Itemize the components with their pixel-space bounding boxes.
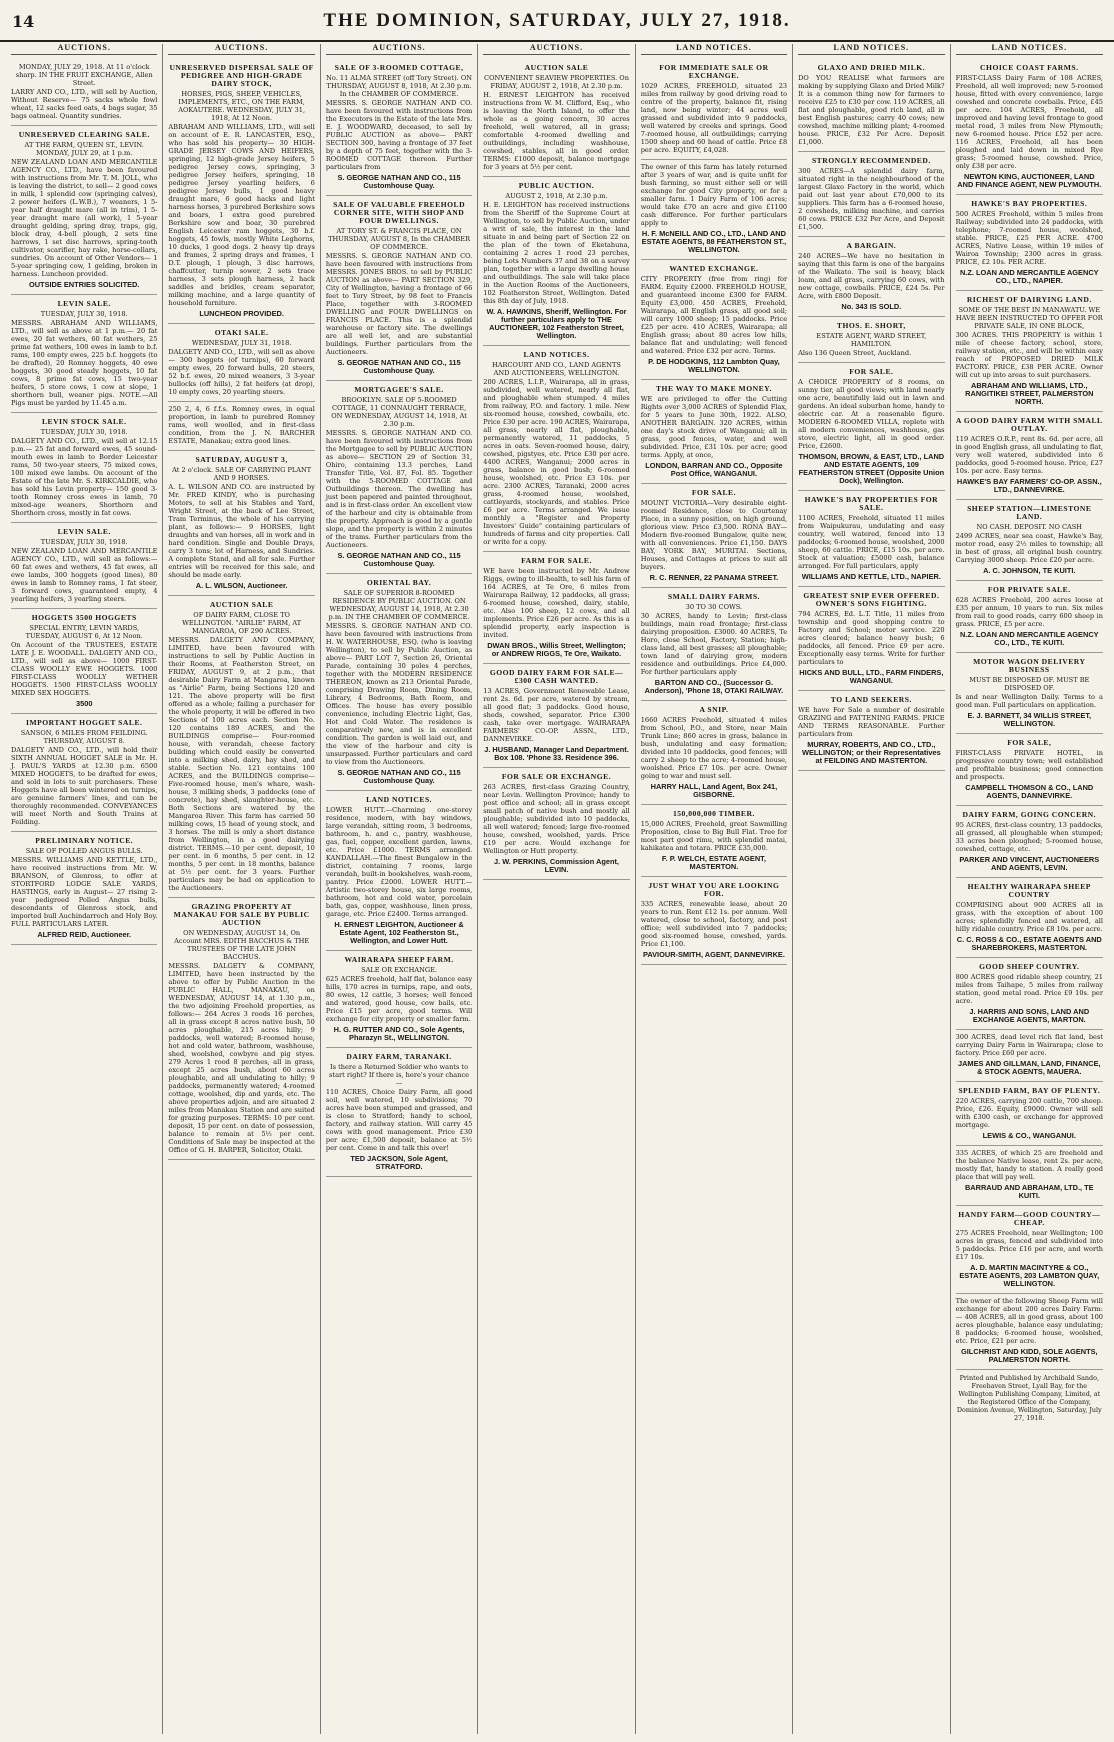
ad-subtitle: AT THE FARM, QUEEN ST., LEVIN. MONDAY, JULY 29, at 1 p.m. [24,141,144,157]
ad-subtitle: WEDNESDAY, JULY 31, 1918. [191,339,292,347]
ad-title: CHOICE COAST FARMS. [980,63,1079,72]
classified-ad [326,951,472,1048]
ad-body: 1029 ACRES, FREEHOLD, situated 23 miles from railway by good driving road to centre of the property, balance fit, rising land, now being winter; 44 acres well grassed and subdivided into 9 paddocks, well watered by creeks and springs. Good 7-roomed house, all outbuildings; carrying 1500 sheep and 60 head of cattle. Price £8 per acre. EQUITY, £4,028. [640,82,788,154]
classified-ad [641,380,787,484]
ad-title: RICHEST OF DAIRYING LAND. [966,295,1092,304]
classified-ad [11,609,157,714]
ad-signature: A. D. MARTIN MACINTYRE & CO., ESTATE AGENTS, 203 LAMBTON QUAY, WELLINGTON. [959,1263,1100,1288]
ad-body: The owner of the following Sheep Farm will exchange for about 200 acres Dairy Farm:— 408 ACRES, all in good grass, about 100 acres ploughable, balance easy undulating; 8 paddocks; 6-roomed house, woolshed, etc. Price, £21 per acre. [955,1297,1103,1345]
ad-signature: P. DE HODGKINS, 112 Lambton Quay, WELLINGTON. [648,357,780,374]
ad-signature: S. GEORGE NATHAN AND CO., 115 Customhouse Quay. [337,551,461,568]
ad-title: FOR IMMEDIATE SALE OR EXCHANGE. [659,63,769,80]
ad-title: HEALTHY WAIRARAPA SHEEP COUNTRY [967,882,1091,899]
ad-body: 275 ACRES Freehold, near Wellington; 100 acres in grass, fenced and subdivided into 5 paddocks. Price £16 per acre, and worth £17 10s. [955,1229,1103,1261]
ad-body: H. E. LEIGHTON has received instructions from the Sheriff of the Supreme Court at Wellington, to sell by Public Auction, under a writ of sale, the interest in the land situate in and being part of Section 22 on the plan of the town of Eketahuna, containing 2 acres 1 rood 23 perches, being Lots Numbers 37 and 38 on a survey plan, together with a large dwelling house and outbuildings. The sale will take place in the Auction Rooms of the Auctioneers, 102 Featherston Street, Wellington. Dated this 8th day of July, 1918. [483,201,630,305]
classified-ad [956,1146,1103,1206]
classified-ad [956,958,1103,1030]
classified-ad [956,734,1103,806]
ad-signature: DWAN BROS., Willis Street, Wellington; or ANDREW RIGGS, Te Ore, Waikato. [487,641,626,658]
ad-signature: E. J. BARNETT, 34 WILLIS STREET, WELLINGTON. [967,711,1092,728]
ad-body: A. L. WILSON AND CO. are instructed by Mr. FRED KINDY, who is purchasing Motors, to sell at his Stables and Yard, Wright Street, at the back of Lee Street, Tram Terminus, the whole of his carrying plant, as follows:— 9 HORSES, light draughts and van horses, all in work and in hard condition. Single and Double Drays, carry 3 tons; lot of Harness, and Sundries. A complete Stand, and all for sale. Further entries will be received for this sale, and should be made early. [168,483,315,579]
ad-body: MESSRS. S. GEORGE NATHAN AND CO. have been favoured with instructions from H. W. WATERHOUSE, ESQ. (who is leaving Wellington), to sell by Public Auction, as above— PART LOT 7, Section 26, Oriental Parade, containing 30 poles 4 perches, together with the MODERN RESIDENCE THEREON, known as 213 Oriental Parade, comprising Drawing Room, Dining Room, Library, 4 Bedrooms, Bath Room, and Offices. The house has every possible convenience, including Electric Light, Gas, Hot and Cold Water. The residence is comparatively new, and is in excellent condition. The garden is well laid out, and the view of the harbour and city is unsurpassed. Further particulars and card to view from the Auctioneers. [325,622,473,766]
classified-ad [798,152,944,237]
ad-signature: 3500 [75,699,93,708]
ad-title: A BARGAIN. [846,241,897,250]
ad-title: GOOD SHEEP COUNTRY. [979,962,1080,971]
ad-body: LOWER HUTT.—Charming one-storey residence, modern, with bay windows, large verandah, sitting room, 3 bedrooms, bathroom, h. and c., pantry, washhouse, gas, fuel, copper, excellent garden, lawns, etc. Price £1000. TERMS arranged. KANDALLAH.—The finest Bungalow in the district, containing 7 rooms, large verandah, built-in bookshelves, wash-room, pantry. Price £2000. LOWER HUTT.—Artistic two-storey house, six large rooms, bathroom, hot and cold water, porcelain bath, gas, copper, washhouse, linen press, garage, etc. Price £2400. Terms arranged. [325,806,473,918]
ad-subtitle: SOME OF THE BEST IN MANAWATU. WE HAVE BEEN INSTRUCTED TO OFFER FOR PRIVATE SALE, IN ONE BLOCK, [955,306,1103,330]
classified-ad [483,664,629,768]
ad-body: DALGETY AND CO., LTD., will hold their SIXTH ANNUAL HOGGET SALE in Mr. H. J. PAUL'S YARDS at 12.30 p.m. 6500 MIXED HOGGETS, to be drafted for ewes, and sold in lots to suit purchasers. These Hoggets have all been wintered on turnips, are genuine farmers' lines, and can be thoroughly recommended. CONVEYANCES will meet North and South Trains at Feilding. [11,746,158,826]
classified-ad [326,574,472,791]
ad-subtitle: 30 TO 30 COWS. [685,603,743,611]
classified-ad [798,491,944,587]
ad-signature: PAVIOUR-SMITH, AGENT, DANNEVIRKE. [642,950,785,959]
ad-title: HANDY FARM—GOOD COUNTRY—CHEAP. [958,1210,1101,1227]
ad-body: COMPRISING about 900 ACRES all in grass, with the exception of about 100 acres; splendidly fenced and watered, all hilly ridable country. Price £8 10s. per acre. [955,901,1103,933]
ad-title: LEVIN SALE. [57,527,111,536]
ad-body: WE have For Sale a number of desirable GRAZING and FATTENING FARMS. PRICE AND TERMS REASONABLE. Further particulars from [798,706,945,738]
ad-signature: ABRAHAM AND WILLIAMS, LTD., RANGITIKEI STREET, PALMERSTON NORTH. [965,381,1094,406]
ad-body: Also 136 Queen Street, Auckland. [798,349,912,357]
ad-body: NEW ZEALAND LOAN AND MERCANTILE AGENCY CO., LTD., will sell as follows:— 60 fat ewes and wethers, 45 fat ewes, all ewe lambs, 300 hoggets (good lines), 80 ewes in lamb to Romney rams, 1 fat steer, 3 forward cows, guaranteed empty, 4 yearling heifers, 3 yearling steers. [11,547,158,603]
ad-body: 300 ACRES—A splendid dairy farm, situated right in the neighbourhood of the largest Glaxo Factory in the world, which paid out last year about £70,000 to its suppliers. This farm has a 6-roomed house, 2 cowsheds, milking machine, and carries 60 cows. PRICE £32 Per Acre, and Deposit £1,500. [798,167,945,231]
ad-subtitle: Is there a Returned Soldier who wants to start right? If there is, here's your chance— [329,1063,470,1087]
ad-signature: JAMES AND GILLMAN, LAND, FINANCE, & STOCK AGENTS, MAUERA. [957,1059,1101,1076]
ad-signature: PARKER AND VINCENT, AUCTIONEERS AND AGENTS, LEVIN. [959,855,1100,872]
ad-signature: BARTON AND CO., (Successor G. Anderson), 'Phone 18, OTAKI RAILWAY. [644,678,784,695]
ad-body: 300 ACRES, dead level rich flat land, best carrying Dairy Farm in Wairarapa; close to factory. Price £60 per acre. [955,1033,1103,1057]
ad-title: GRAZING PROPERTY AT MANAKAU FOR SALE BY PUBLIC AUCTION [173,902,310,927]
column-3 [321,44,478,1734]
ad-title: ORIENTAL BAY. [366,578,432,587]
ad-title: TO LAND SEEKERS. [830,695,912,704]
ad-title: LEVIN STOCK SALE. [41,417,127,426]
ad-body: LARRY AND CO., LTD., will sell by Auction, Without Reserve— 75 sacks whole fowl wheat, 12 sacks feed oats, 4 bags sugar, 35 bags oatmeal. Quantity sundries. [11,88,158,120]
column-1 [6,44,163,1734]
ad-signature: C. C. ROSS & CO., ESTATE AGENTS AND SHAREBROKERS, MASTERTON. [956,935,1102,952]
ad-signature: No. 343 IS SOLD. [841,302,902,311]
classified-ad [641,160,787,260]
ad-signature: H. G. RUTTER AND CO., Sole Agents, Pharazyn St., WELLINGTON. [333,1025,465,1042]
ad-title: AUCTION SALE [524,63,589,72]
ad-body: 110 ACRES, Choice Dairy Farm, all good soil, well watered, 10 subdivisions; 70 acres have been stumped and grassed, and is close to Stratford; handy to school, factory, and railway station. Will carry 45 cows with good management. Price £30 per acre; £1,500 deposit, balance at 5½ per cent. Come in and talk this over! [325,1088,473,1152]
ad-title: FOR PRIVATE SALE. [987,585,1071,594]
ad-body: 625 ACRES freehold, half flat, balance easy hills, 170 acres in turnips, rape, and oats, 80 ewes, 12 cattle, 3 horses; well fenced and watered, good house, cow bails, etc. Price £15 per acre, good terms. Will exchange for city property or smaller farm. [325,975,473,1023]
ad-signature: ALFRED REID, Auctioneer. [37,930,132,939]
classified-ad [641,260,787,380]
columns-container [6,44,1108,1734]
column-heading: AUCTIONS. [168,44,314,55]
classified-ad [483,768,629,880]
ad-body: MESSRS. S. GEORGE NATHAN AND CO. have been favoured with instructions from MESSRS. JONES BROS. to sell by PUBLIC AUCTION as above— PART SECTION 329, City of Wellington, having a frontage of 66 feet to Tory Street, by 98 feet to Francis Place, together with 3-ROOMED DWELLING and FOUR DWELLINGS on FRANCIS PLACE. This is a splendid warehouse or factory site. The dwellings are all well let, and are substantial buildings. Further particulars from the Auctioneers. [325,252,473,356]
ad-body: 240 ACRES—We have no hesitation in saying that this farm is one of the bargains of the Waikato. The soil is heavy, black loam, and all grass, carrying 60 cows, with new cottage, cowbails. PRICE, £24 5s. Per Acre, with £800 Deposit. [798,252,945,300]
classified-ad [956,653,1103,734]
ad-title: FOR SALE OR EXCHANGE. [501,772,612,781]
ad-subtitle: SALE OF POLLED ANGUS BULLS. [25,847,143,855]
ad-body: H. ERNEST LEIGHTON has received instructions from W. M. Clifford, Esq., who is leaving the North Island, to offer the whole as a going concern, 30 acres freehold, well watered, all in grass; comfortable 4-roomed dwelling and outbuildings, including washhouse, cowshed, stables, all in good order. TERMS: £1000 deposit, balance mortgage for 3 years at 5½ per cent. [483,91,630,171]
ad-signature: H. F. McNEILL AND CO., LTD., LAND AND ESTATE AGENTS, 88 FEATHERSTON ST., WELLINGTON. [641,229,787,254]
column-7 [951,44,1108,1734]
ad-subtitle: MUST BE DISPOSED OF. MUST BE DISPOSED OF. [969,676,1090,692]
ad-signature: LUNCHEON PROVIDED. [199,309,284,318]
ad-title: THOS. E. SHORT, [836,321,906,330]
classified-ad [956,291,1103,412]
classified-ad [956,581,1103,653]
classified-ad [11,832,157,945]
classified-ad [483,59,629,177]
ad-title: MOTOR WAGON DELIVERY BUSINESS [973,657,1086,674]
ad-signature: LEWIS & CO., WANGANUI. [982,1131,1076,1140]
printer-imprint: Printed and Published by Archibald Sando, Freehaven Street, Lyall Bay, for the Wellington Publishing Company, Limited, at the Registered Office of the Company, Dominion Avenue, Wellington, Saturday, July 27, 1918. [956,1374,1102,1422]
ad-body: 1100 ACRES, Freehold, situated 11 miles from Waipukurau, undulating and easy country, well watered, fenced into 13 paddocks; 6-roomed house, woolshed, 2000 sheep, 60 cattle. PRICE, £15 10s. per acre. Stock at valuation; £5000 cash, balance arranged. For full particulars, apply [798,514,945,570]
ad-body: NEW ZEALAND LOAN AND MERCANTILE AGENCY CO., LTD., have been favoured with instructions from Mr. T. M. JOLL, who is leaving the district, to sell— 2 good cows in milk, 1 splendid cow (springing calves), 2 power heifers (L.W.B.), 7 weaners, 1 5-year half draught mare (all in trim), 1 5-year draught mare (all work), 1 5-year draught gelding, spring dray, traps, gig, block dray, 4-bell plough, 2 sets tine harrows, 1 set disc harrows, spring-tooth cultivator, scarifier, hay rake, horse-collars, sundries. On account of Other Vendors— 1 5-year springing cow, 1 gelding, broken in harness. Luncheon provided. [11,158,158,278]
classified-ad [798,237,944,317]
ad-title: UNRESERVED CLEARING SALE. [18,130,150,139]
ad-body: WE have been instructed by Mr. Andrew Riggs, owing to ill-health, to sell his farm of 164 ACRES, at Te Ore, 6 miles from Wairarapa Railway, 12 paddocks, all grass; 6-roomed house, cowshed, dairy, stable, etc. Also 100 sheep, 12 cows, and all implements. Price £26 per acre. As this is a splendid property, early inspection is invited. [483,567,630,639]
ad-title: FARM FOR SALE. [521,556,592,565]
ad-body: A CHOICE PROPERTY of 8 rooms, on sunny tier, all good views; with land nearly one acre, beautifully laid out in lawn and gardens. An ideal suburban home, handy to electric car. At a reasonable figure. MODERN 6-ROOMED VILLA, replete with all modern conveniences, washhouse, gas stove, electric light, all in good order. Price, £2600. [798,378,945,450]
ad-title: A SNIP. [699,705,729,714]
ad-body: 2499 ACRES, near sea coast, Hawke's Bay, motor road, easy 2½ miles to township; all in best of grass, all original bush country. Carrying 3000 sheep. Price £20 per acre. [955,532,1103,564]
ad-title: DAIRY FARM, GOING CONCERN. [962,810,1097,819]
classified-ad [483,346,629,552]
ad-signature: HARRY HALL, Land Agent, Box 241, GISBORNE. [650,782,778,799]
column-5 [636,44,793,1734]
ad-signature: NEWTON KING, AUCTIONEER, LAND AND FINANCE AGENT, NEW PLYMOUTH. [957,172,1102,189]
ad-signature: W. A. HAWKINS, Sheriff, Wellington. For further particulars apply to THE AUCTIONEER, 102 Featherston Street, Wellington. [486,307,627,340]
ad-title: 150,000,000 TIMBER. [672,809,755,818]
ad-signature: TED JACKSON, Sole Agent, STRATFORD. [350,1154,448,1171]
classified-ad [11,523,157,609]
ad-subtitle: AT TORY ST. & FRANCIS PLACE, ON THURSDAY, AUGUST 8, In the CHAMBER OF COMMERCE. [328,227,471,251]
ad-signature: OUTSIDE ENTRIES SOLICITED. [28,280,140,289]
ad-title: LEVIN SALE. [57,299,111,308]
ad-title: PRELIMINARY NOTICE. [35,836,134,845]
classified-ad [956,1206,1103,1294]
ad-title: MORTGAGEE'S SALE. [354,385,444,394]
ad-title: SMALL DAIRY FARMS. [667,592,760,601]
classified-ad [956,59,1103,195]
ad-body: MESSRS. WILLIAMS AND KETTLE, LTD., have received instructions from Mr. W. BRANSON, of Glenross, to offer at STORTFORD LODGE SALE YARDS, HASTINGS, early in August— 27 rising 2-year pedigreed Polled Angus bulls, descendants of Glenross stock, and imported bull Auchindarroch and Holy Boy. FULL PARTICULARS LATER. [11,856,158,928]
ad-title: HOGGETS 3500 HOGGETS [31,613,137,622]
ad-subtitle: NO CASH. DEPOSIT. NO CASH [976,523,1083,531]
classified-ad [326,791,472,951]
ad-signature: R. C. RENNER, 22 PANAMA STREET. [649,573,779,582]
ad-body: FIRST-CLASS Dairy Farm of 108 ACRES, Freehold, all well improved; new 5-roomed house, fitted with every convenience, large cowshed and concrete cowbails. Price, £45 per acre. 104 ACRES, Freehold, all improved and having level frontage to good metal road, 3 miles from New Plymouth; new 6-roomed house. Price £52 per acre. 116 ACRES, Freehold, all has been ploughed and laid down in mixed Rye grass; 5-roomed house, cowshed. Price, only £38 per acre. [955,74,1103,170]
ad-body: 250 2, 4, 6 f.f.s. Romney ewes, in equal proportion, in lamb to purebred Romney rams, well woolled, and in first-class condition, from the J. N. BARCHER ESTATE, Manakau; extra good lines. [168,405,315,445]
ad-body: 15,000 ACRES, Freehold, great Sawmilling Proposition, close to Big Bull Flat. Tree for most part good rimu, with splendid matai, kahikatea and totara. PRICE £35,000. [640,820,788,852]
classified-ad [168,596,314,898]
ad-body: 794 ACRES, Ed. L.T. Title, 11 miles from township and good shopping centre to Factory and School; motor service. 220 acres cleared; balance heavy bush; 6 paddocks, all fenced. Price £9 per acre. Exceptionally easy terms. Write for further particulars to [798,610,945,666]
classified-ad [326,59,472,196]
ad-subtitle: ON WEDNESDAY, AUGUST 14, On Account MRS. EDITH BACCHUS & THE TRUSTEES OF THE LATE JOHN BACCHUS. [174,929,310,961]
ad-signature: N.Z. LOAN AND MERCANTILE AGENCY CO., LTD., TE KUITI. [959,630,1099,647]
classified-ad [956,412,1103,500]
ad-title: SALE OF VALUABLE FREEHOLD CORNER SITE, WITH SHOP AND FOUR DWELLINGS. [333,200,466,225]
newspaper-title: THE DOMINION, SATURDAY, JULY 27, 1918. [323,10,791,31]
classified-ad [798,363,944,491]
classified-ad [641,59,787,160]
ad-signature: WILLIAMS AND KETTLE, LTD., NAPIER. [801,572,941,581]
ad-body: 200 ACRES, L.I.P., Wairarapa, all in grass, subdivided, well watered, nearly all flat, and ploughable when stumped. 4 miles from railway, P.O. and factory. 1 mile. New six-roomed house, cowshed, cowbails, etc. Price £30 per acre. 190 ACRES, Wairarapa, all grass, nearly all flat, ploughable, permanently watered, 11 paddocks, 5 acres in oats. Seven-roomed house, dairy, cowshed, pigstyes, etc. Price £30 per acre. 4400 ACRES, Wanganui; 2000 acres in grass, balance in good bush; 6-roomed house, woolshed, etc. Price £3 10s. per acre. 2300 ACRES, Taranaki, 2000 acres grass, 4-roomed house, woolshed, cattleyards, stockyards, and stables. Price £6 per acre. Terms arranged. We issue monthly a "Register and Property Investors' Guide" containing particulars of hundreds of farms and city properties. Call or write for a copy. [483,378,630,546]
column-2 [163,44,320,1734]
ad-title: FOR SALE, [1007,738,1052,747]
column-heading: AUCTIONS. [11,44,157,55]
classified-ad [168,324,314,402]
ad-subtitle: SALE OR EXCHANGE. [361,966,438,974]
classified-ad [168,451,314,596]
ad-title: PUBLIC AUCTION. [518,181,595,190]
ad-title: GREATEST SNIP EVER OFFERED. OWNER'S SONS FIGHTING. [803,591,940,608]
ad-signature: GILCHRIST AND KIDD, SOLE AGENTS, PALMERSTON NORTH. [960,1347,1098,1364]
ad-subtitle: ESTATE AGENT, WARD STREET, HAMILTON. [816,332,927,348]
ad-title: IMPORTANT HOGGET SALE. [25,718,143,727]
ad-signature: J. HUSBAND, Manager Land Department. Box 108. 'Phone 33. Residence 396. [484,745,629,762]
ad-body: WE are privileged to offer the Cutting Rights over 3,000 ACRES of Splendid Flax, for 5 years to June 30th, 1922. ALSO, ANOTHER BARGAIN. 320 ACRES, within one day's stock drive of Wanganui; all in grass, good fences, water, and well subdivided. Price, £31 10s. per acre; good terms. Apply, at once, [640,395,788,459]
classified-ad [326,381,472,574]
ad-body: FIRST-CLASS PRIVATE HOTEL, in progressive country town; well established and profitable business; good connection and prospects. [955,749,1103,781]
classified-ad [956,1294,1103,1370]
ad-subtitle: OF DAIRY FARM, CLOSE TO WELLINGTON. "AIRLIE" FARM, AT MANGAROA, OF 290 ACRES. [182,611,302,635]
ad-body: 220 ACRES, carrying 200 cattle, 700 sheep. Price, £26. Equity, £9000. Owner will sell with £300 cash, or exchange for approved mortgage. [955,1097,1103,1129]
ad-body: DALGETY AND CO., LTD., will sell at 12.15 p.m.— 25 fat and forward ewes, 45 sound-mouth ewes in lamb to Border Leicester rams, 50 two-year steers, 75 mixed cows, 100 mixed ewe lambs. On account of the Estate of the late Mr. S. KIRKCALDIE, who has sold his Levin property— 150 good 3-tooth Romney cross ewes in lamb, 70 mixed-age weaners, Shorthorn and Shorthorn cross, mostly in fat cows. [11,437,158,517]
ad-signature: J. HARRIS AND SONS, LAND AND EXCHANGE AGENTS, MARTON. [969,1007,1090,1024]
masthead [0,0,1114,42]
ad-title: JUST WHAT YOU ARE LOOKING FOR. [648,881,780,898]
classified-ad [956,806,1103,878]
ad-body: MOUNT VICTORIA—Very desirable eight-roomed Residence, close to Courtenay Place, in a sunny position, on high ground, glorious view. Price £3,500. RONA BAY—Modern five-roomed Bungalow, quite new, with all conveniences. Price £1,150. DAYS BAY, YORK BAY, MURITAI. Sections, Houses, and Cottages at prices to suit all buyers. [640,499,788,571]
classified-ad [956,195,1103,291]
ad-title: SALE OF 3-ROOMED COTTAGE, [334,63,464,72]
ad-body: 335 ACRES, renewable lease, about 20 years to run. Rent £12 1s. per annum. Well watered, close to school, factory, and post office; well subdivided into 7 paddocks; good six-roomed house, cowshed, yards. Price £1,100. [640,900,788,948]
ad-body: On Account of the TRUSTEES, ESTATE LATE J. E. WOODALL. DALGETY AND CO., LTD., will sell as above— 1000 FIRST-CLASS WOOLLY EWE HOGGETS. 1000 FIRST-CLASS WOOLLY WETHER HOGGETS. 1500 FIRST-CLASS WOOLLY MIXED SEX HOGGETS. [11,641,158,697]
ad-signature: F. P. WELCH, ESTATE AGENT, MASTERTON. [661,854,766,871]
ad-signature: LONDON, BARRAN AND CO., Opposite Post Office, WANGANUI. [645,461,783,478]
classified-ad [168,402,314,451]
ad-title: SATURDAY, AUGUST 3, [195,455,288,464]
column-heading: AUCTIONS. [483,44,629,55]
ad-title: SPLENDID FARM, BAY OF PLENTY. [958,1086,1101,1095]
ad-body: MESSRS. DALGETY AND COMPANY, LIMITED, have been favoured with instructions to sell by Public Auction in their Rooms, at Featherston Street, on FRIDAY, AUGUST 9, at 2 p.m., that desirable Dairy Farm at Mangaroa, known as "Airlie" Farm, being Sections 120 and 121. The above property will be first offered as a whole; failing a purchaser for the whole property, it will be offered in two Sections of 100 acres each. Section No. 120 contains 189 ACRES, and the BUILDINGS comprise— Four-roomed house, with verandah, cheese factory building which could easily be converted into a milking shed, dairy, hay shed, and stable. Section No. 121 contains 100 ACRES, and the BUILDINGS comprise— Five-roomed house, men's whare, wash-house, 3 milking sheds, 3 paddocks (one of concrete), hay shed, slaughter-house, etc. Both Sections are watered by the Mangaroa River. This farm has carried 50 milking cows, 15 head of young stock, and 3 horses. The mill is only a short distance from Wellington, in a good dairying district. TERMS.—10 per cent. deposit, 10 per cent. in 6 months, 5 per cent. in 12 months, 5 per cent. in 18 months, balance at 5½ per cent. for 3 years. Further particulars may be had on application to the Auctioneers. [168,636,315,892]
ad-subtitle: No. 11 ALMA STREET (off Tory Street). ON THURSDAY, AUGUST 8, 1918, At 2.30 p.m. In the CHAMBER OF COMMERCE. [326,74,473,98]
ad-body: 300 ACRES. THIS PROPERTY is within 1 mile of cheese factory, school, store, railway station, etc., and will be within easy reach of PROPOSED DRIED MILK FACTORY. PRICE, £38 PER ACRE. Owner will cut up into areas to suit purchasers. [955,331,1103,379]
ad-body: MESSRS. S. GEORGE NATHAN AND CO. have been favoured with instructions from the Executors in the Estate of the late Mrs. E. J. WOODWARD, deceased, to sell by PUBLIC AUCTION as above— PART SECTION 300, having a frontage of 37 feet by a depth of 75 feet, together with the 3-ROOMED COTTAGE thereon. Further particulars from [325,99,473,171]
ad-title: STRONGLY RECOMMENDED. [811,156,931,165]
ad-body: 95 ACRES, first-class country, 13 paddocks, all grassed, all ploughable when stumped; 33 acres been ploughed; 5-roomed house, cowshed, cottage, etc. [955,821,1103,853]
classified-ad [798,587,944,691]
ad-title: AUCTION SALE [209,600,274,609]
ad-title: HAWKE'S BAY PROPERTIES. [971,199,1088,208]
column-heading: LAND NOTICES. [956,44,1103,55]
ad-subtitle: AUGUST 2, 1918, At 2.30 p.m. [505,192,608,200]
ad-title: A GOOD DAIRY FARM WITH SMALL OUTLAY. [955,416,1103,433]
ad-subtitle: HORSES, PIGS, SHEEP, VEHICLES, IMPLEMENTS, ETC., ON THE FARM, AOKAUTERE. WEDNESDAY, JULY 31, 1918, At 12 Noon. [178,90,306,122]
ad-subtitle: At 2 o'clock. SALE OF CARRYING PLANT AND 9 HORSES. [172,466,312,482]
classified-ad [11,59,157,126]
ad-signature: H. ERNEST LEIGHTON, Auctioneer & Estate Agent, 102 Featherston St., Wellington, and Lower Hutt. [334,920,464,945]
column-heading: LAND NOTICES. [641,44,787,55]
classified-ad [483,177,629,346]
classified-ad [641,588,787,701]
ad-title: LAND NOTICES. [523,350,590,359]
column-4 [478,44,635,1734]
classified-ad [956,500,1103,581]
ad-title: THE WAY TO MAKE MONEY. [655,384,772,393]
ad-signature: BARRAUD AND ABRAHAM, LTD., TE KUITI. [964,1183,1094,1200]
classified-ad [798,691,944,771]
classified-ad [798,317,944,363]
ad-title: GLAXO AND DRIED MILK. [817,63,926,72]
ad-subtitle: TUESDAY, JULY 30, 1918. [40,310,128,318]
ad-body: 13 ACRES, Government Renewable Lease, rent 2s. 6d. per acre, watered by stream, all good flat; 3 paddocks. Good house, sheds, cowshed, separator. Price £300 cash, take over mortgage. WAIRARAPA FARMERS' CO-OP. ASSN., LTD., DANNEVIRKE. [483,687,630,743]
ad-body: MESSRS. DALGETY & COMPANY, LIMITED, have been instructed by the above to offer by Public Auction in the PUBLIC HALL, MANAKAU, on WEDNESDAY, AUGUST 14, at 1.30 p.m., the two adjoining Freehold properties, as follows:— 264 Acres 3 roods 16 perches, all in grass except 8 acres native bush, 50 acres ploughable, 215 acres hilly; 9 paddocks, well watered; 8-roomed house, hot and cold water, bathroom, washhouse, shed, woolshed, cowbyre and pig styes. 279 Acres 1 rood 8 perches, all in grass, except 25 acres bush, about 60 acres ploughable, and all undulating to hilly; 9 paddocks, permanently watered; 4-roomed cottage, woolshed, dip and yards, etc. The above properties adjoin, and are situated 2 miles from Manakau Station and are suited for grazing purposes. TERMS: 10 per cent. deposit, 15 per cent. on date of possession, balance to remain at 5½ per cent. Conditions of Sale may be inspected at the Office of G. H. BARPER, Solicitor, Otaki. [168,962,315,1154]
ad-signature: THOMSON, BROWN, & EAST, LTD., LAND AND ESTATE AGENTS, 109 FEATHERSTON STREET (Opposite Union Dock), Wellington. [798,452,945,485]
ad-signature: J. W. PERKINS, Commission Agent, LEVIN. [494,857,619,874]
ad-body: 1660 ACRES Freehold, situated 4 miles from School, P.O., and Store, near Main Trunk Line; 860 acres in grass, balance in bush, undulating and easy formation; divided into 10 paddocks, good fences; will carry 2 sheep to the acre; 4-roomed house, woolshed. Price £7 10s. per acre. Owner going to war and must sell. [640,716,788,780]
classified-ad [168,59,314,324]
ad-signature: HAWKE'S BAY FARMERS' CO-OP. ASSN., LTD., DANNEVIRKE. [956,477,1102,494]
ad-body: Is and near Wellington Daily. Terms to a good man. Full particulars on application. [955,693,1103,709]
classified-ad [956,1082,1103,1146]
ad-subtitle: BROOKLYN. SALE OF 5-ROOMED COTTAGE, 11 CONNAUGHT TERRACE, ON WEDNESDAY, AUGUST 14, 1918, At 2.30 p.m. [331,396,467,428]
ad-body: DALGETY AND CO., LTD., will sell as above— 300 hoggets (of turnips), 60 forward empty ewes, 20 forward bulls, 20 steers, 52 b.f. ewes, 20 mixed weaners, 3 3-year bullocks (off hills), 2 fat heifers (at drop), 10 empty cows, 20 yearling steers. [168,348,315,396]
ad-body: DO YOU REALISE what farmers are making by supplying Glaxo and Dried Milk? It is a common thing now for farmers to receive £25 to £30 per cow. 119 ACRES, all flat and ploughable, good rich land, all in best English pastures; carry 40 cows; new cowshed, machine milking plant; 4-roomed house. PRICE, £32 Per Acre. Deposit £1,000. [798,74,945,146]
ad-signature: S. GEORGE NATHAN AND CO., 115 Customhouse Quay. [337,768,461,785]
column-6 [793,44,950,1734]
ad-signature: S. GEORGE NATHAN AND CO., 115 Customhouse Quay. [337,358,461,375]
ad-title: WANTED EXCHANGE. [669,264,759,273]
classified-ad [798,59,944,152]
ad-body: ABRAHAM AND WILLIAMS, LTD., will sell on account of E. R. LANCASTER, ESQ., who has sold his property— 30 HIGH-GRADE JERSEY COWS AND HEIFERS, springing, 12 high-grade Jersey heifers, 5 pedigree Jersey cows, springing, 3 pedigree Jersey heifers, springing, 18 pedigree Jersey yearling heifers, 6 pedigree Jersey bulls, 1 good heavy draught mare, 6 good hacks and light harness horses, 3 purebred Berkshire sows and boars, 1 extra good purebred Berkshire sow and boar, 30 purebred English Leicester ram hoggets, 30 b.f. hoggets, 45 fowls, mostly White Leghorns, 10 ducks, 1 good dogs. 2 heavy tip drays and frames, 2 spring drays and frames, 1 D.T. plough, 1 plough, 3 disc harrows, chaffcutter, turnip sower, 2 sets trace harness, 3 sets plough harness, 2 hack saddles and bridles, cream separator, milking machine, and a large quantity of household furniture. [168,123,315,307]
classified-ad [641,805,787,877]
ad-subtitle: SANSON, 6 MILES FROM FEILDING. THURSDAY, AUGUST 8. [20,729,148,745]
ad-body: 500 ACRES Freehold, within 5 miles from Railway; subdivided into 24 paddocks, with telephone; 7-roomed house, woolshed, stable. PRICE, £25 PER ACRE. 4700 ACRES, Native Lease, within 19 miles of Wairoa Township; 2300 acres in grass. PRICE, £2 10s. PER ACRE. [955,210,1103,266]
ad-title: WAIRARAPA SHEEP FARM. [344,955,454,964]
ad-signature: A. C. JOHNSON, TE KUITI. [983,566,1076,575]
ad-body: MESSRS. ABRAHAM AND WILLIAMS, LTD., will sell as above at 1 p.m.— 20 fat ewes, 20 fat wethers, 60 fat wethers, 25 prime fat wethers, 100 ewes in lamb to b.f. rams, 100 empty ewes, 225 b.f. hoggets (to be drafted), 20 Romney hoggets, 40 ewe hoggets, 30 good steady hoggets, 10 fat cows, 8 prime fat cows, 15 two-year heifers, 5 store cows, 1 cow at slope, 1 shorthorn bull, weaner pigs. NOTE.—All Pigs must be yarded by 11.45 a.m. [11,319,158,407]
ad-body: The owner of this farm has lately returned after 3 years of war, and is quite unfit for bush farming, so must either sell or will exchange for good City property, or for a smaller farm. 1 Dairy Farm of 106 acres; would take £70 an acre and give £1100 cash difference. For further particulars apply to [640,163,788,227]
classified-ad [326,196,472,381]
ad-subtitle: TUESDAY, JULY 30, 1918. [40,428,128,436]
column-heading: LAND NOTICES. [798,44,944,55]
ad-signature: MURRAY, ROBERTS, AND CO., LTD., WELLINGTON; or their Representatives at FEILDING AND MASTERTON. [802,740,941,765]
classified-ad [956,1030,1103,1082]
classified-ad [483,552,629,664]
ad-title: LAND NOTICES. [366,795,433,804]
ad-title: DAIRY FARM, TARANAKI. [346,1052,452,1061]
ad-subtitle: SPECIAL ENTRY, LEVIN YARDS, TUESDAY, AUGUST 6, At 12 Noon. [25,624,143,640]
classified-ad [641,701,787,805]
classified-ad [956,878,1103,958]
classified-ad [168,898,314,1160]
ad-body: MESSRS. S. GEORGE NATHAN AND CO. have been favoured with instructions from the Mortgagee to sell by PUBLIC AUCTION as above— SECTION 29 of Section 31, Ohiro, containing 13.3 perches, Land Transfer Title, Vol. 87, Fol. 85. Together with the 5-ROOMED COTTAGE and Outbuildings thereon. The dwelling has just been papered and painted throughout, and is in first-class order. An excellent view of the harbour and city is obtainable from the property. Approach is good by a gentle slope, and the property is within 2 minutes of the trams. Further particulars from the Auctioneers. [325,429,473,549]
ad-title: SHEEP STATION—LIMESTONE LAND. [967,504,1092,521]
ad-body: 335 ACRES, of which 25 are freehold and the balance Native lease, rent 2s. per acre, mostly flat, handy to station. A really good place that will pay well. [955,1149,1103,1181]
page-number: 14 [12,12,35,31]
ad-subtitle: HARCOURT AND CO., LAND AGENTS AND AUCTIONEERS, WELLINGTON. [492,361,621,377]
ad-title: HAWKE'S BAY PROPERTIES FOR SALE. [804,495,939,512]
classified-ad [326,1048,472,1177]
ad-signature: CAMPBELL THOMSON & CO., LAND AGENTS, DANNEVIRKE. [965,783,1094,800]
ad-subtitle: MONDAY, JULY 29, 1918. At 11 o'clock sharp. IN THE FRUIT EXCHANGE, Allen Street. [15,63,153,87]
ad-title: OTAKI SALE. [214,328,269,337]
ad-signature: HICKS AND BULL, LTD., FARM FINDERS, WANGANUI. [799,668,944,685]
ad-title: GOOD DAIRY FARM FOR SALE—£300 CASH WANTED. [489,668,624,685]
classified-ad [641,877,787,965]
classified-ad [11,413,157,523]
ad-body: 119 ACRES O.R.P., rent 8s. 6d. per acre, all in good English grass, all undulating to flat, very well watered, subdivided into 6 paddocks, good 5-roomed house. Price, £27 10s. per acre. Easy terms. [955,435,1103,475]
ad-title: FOR SALE. [849,367,894,376]
ad-title: FOR SALE. [691,488,736,497]
ad-body: 628 ACRES Freehold, 200 acres loose at £35 per annum, 10 years to run. Six miles from rail to good roads, carry 600 sheep in grass. PRICE, £5 per acre. [955,596,1103,628]
ad-body: 263 ACRES, first-class Grazing Country, near Levin. Wellington Province; handy to post office and school; all in grass except small patch of native bush and mostly all ploughable; subdivided into 10 paddocks, all well watered; fenced; large five-roomed house, cowshed, woolshed, yards. Price £19 per acre. Would exchange for Wellington or Hutt property. [483,783,630,855]
ad-body: 800 ACRES good ridable sheep country, 21 miles from Taihape, 5 miles from railway station, good metal road. Price £9 10s. per acre. [955,973,1103,1005]
classified-ad [11,714,157,832]
classified-ad [11,295,157,413]
classified-ad [641,484,787,588]
ad-subtitle: SALE OF SUPERIOR 8-ROOMED RESIDENCE BY PUBLIC AUCTION. ON WEDNESDAY, AUGUST 14, 1918, At 2.30 p.m. IN THE CHAMBER OF COMMERCE. [328,589,470,621]
ad-subtitle: TUESDAY, JULY 30, 1918. [40,538,128,546]
ad-body: 30 ACRES, handy to Levin; first-class buildings, main road frontage; first-class dairying proposition. £3000. 40 ACRES, Te Horo, close School, Factory, Station; high-class land, all best grasses; all ploughable; town land of dairying grow, modern residence and outbuildings. Price £4,000. For further particulars apply [640,612,788,676]
ad-signature: N.Z. LOAN AND MERCANTILE AGENCY CO., LTD., NAPIER. [959,268,1099,285]
classified-ad [11,126,157,295]
ad-body: CITY PROPERTY (free from ring) for FARM. Equity £2000. FREEHOLD HOUSE, and guaranteed income £300 for FARM. Equity £3,000. 450 ACRES, Freehold, Wairarapa, all English grass, all good soil; will carry 1000 sheep; 15 paddocks. Price £25 per acre. 410 ACRES, Wairarapa; all English grass; about 80 acres low hills, balance flat and undulating; well fenced and watered. Price £32 per acre. Terms. [640,275,788,355]
ad-signature: S. GEORGE NATHAN AND CO., 115 Customhouse Quay. [337,173,461,190]
ad-signature: A. L. WILSON, Auctioneer. [195,581,288,590]
column-heading: AUCTIONS. [326,44,472,55]
ad-subtitle: CONVENIENT SEAVIEW PROPERTIES. On FRIDAY, AUGUST 2, 1918, At 2.30 p.m. [484,74,629,90]
ad-title: UNRESERVED DISPERSAL SALE OF PEDIGREE AND HIGH-GRADE DAIRY STOCK, [169,63,314,88]
